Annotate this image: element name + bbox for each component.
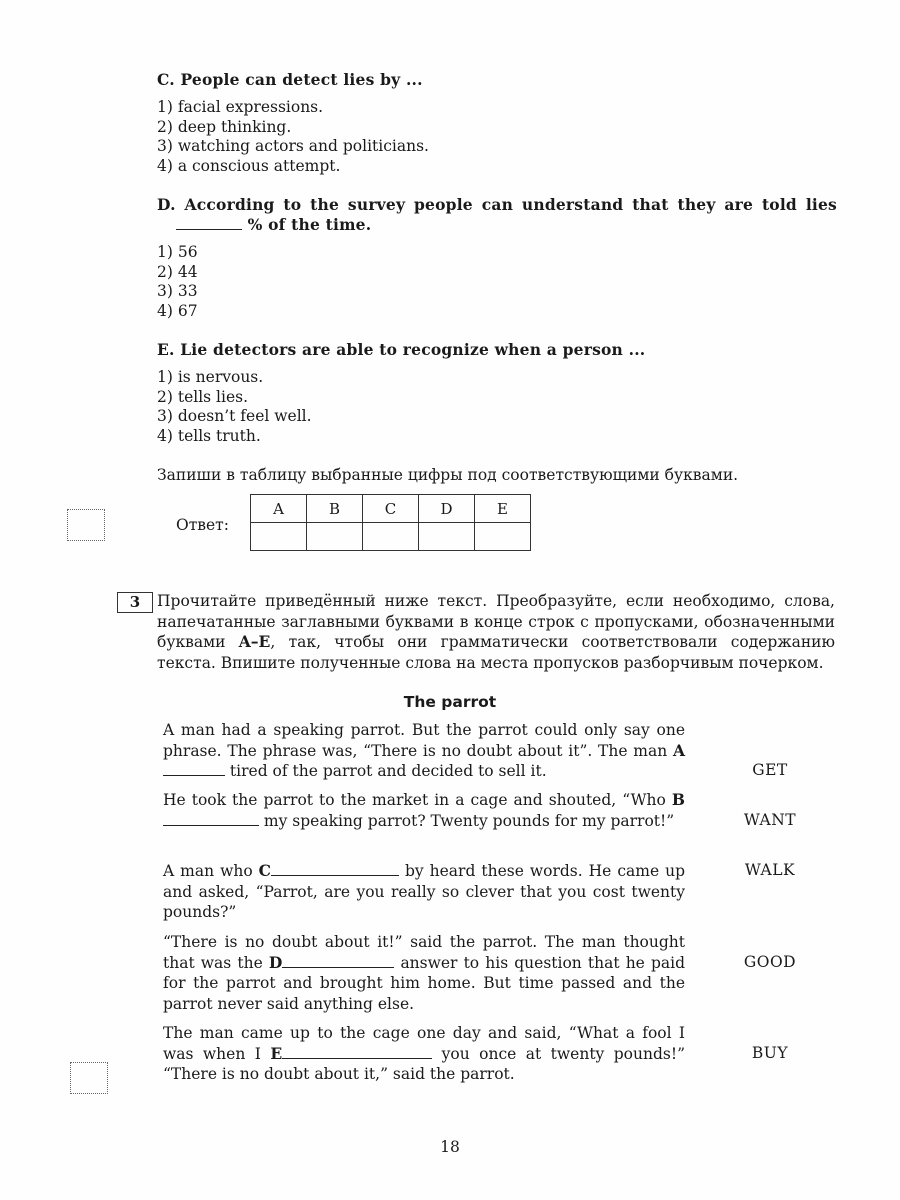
question-e <box>157 340 837 446</box>
option: 4) a conscious attempt. <box>157 156 341 175</box>
task-instruction-part2: , так, чтобы они грамматически соответствовали содержанию текста. Впишите полученные слова на места пропусков разборчивым почерком. <box>157 633 836 672</box>
question-e-options <box>157 368 837 446</box>
gap-letter: B <box>671 790 685 809</box>
paragraph-text: you once at twenty pounds!” “There is no doubt about it,” said the parrot. <box>163 1044 685 1083</box>
question-d <box>157 195 837 321</box>
answer-table <box>250 494 531 551</box>
option: 3) 33 <box>157 282 198 300</box>
gap-letter: C <box>258 861 271 880</box>
gap-blank-d[interactable] <box>282 967 394 968</box>
paragraph-text: answer to his question that he paid for the parrot and brought him home. But time passed and the parrot never said anything else. <box>163 953 686 1013</box>
story-paragraph <box>163 720 685 782</box>
answer-cell-b[interactable] <box>307 523 363 551</box>
paragraph-text: The man came up to the cage one day and said, “What a fool I was when I <box>163 1024 685 1063</box>
paragraph-text: by heard these words. He came up and asked, “Parrot, are you really so clever that you cost twenty pounds?” <box>163 862 686 921</box>
paragraph-text: “There is no doubt about it!” said the parrot. The man thought that was the <box>163 933 685 972</box>
gap-letter: E <box>270 1043 283 1063</box>
option: 3) watching actors and politicians. <box>157 137 429 155</box>
keyword: WANT <box>743 811 797 829</box>
keyword: BUY <box>751 1044 789 1062</box>
task-instruction-letters: A–E <box>238 632 271 651</box>
percent-blank <box>176 229 242 230</box>
page-number: 18 <box>440 1138 460 1156</box>
question-c-options <box>157 98 837 176</box>
paragraph-text: He took the parrot to the market in a cage and shouted, “Who <box>163 791 672 809</box>
keyword: WALK <box>744 861 796 879</box>
story-paragraph <box>163 861 685 923</box>
paragraph-text: A man had a speaking parrot. But the parrot could only say one phrase. The phrase was, “There is no doubt about it”. The man <box>163 721 685 760</box>
task-instruction-part1: Прочитайте приведённый ниже текст. Преобразуйте, если необходимо, слова, напечатанные заглавными буквами в конце строк с пропусками, обозначенными буквами <box>157 592 835 651</box>
question-d-title-line2-row <box>157 215 837 235</box>
task-instruction <box>157 591 835 673</box>
answer-cell-a[interactable] <box>251 523 307 551</box>
question-c-title: C. People can detect lies by ... <box>157 70 423 89</box>
gap-letter: D <box>268 952 283 972</box>
story-paragraph <box>163 1023 685 1085</box>
paragraph-text: A man who <box>163 862 259 880</box>
option: 4) tells truth. <box>157 426 261 445</box>
answer-table-inputs <box>251 523 531 551</box>
paragraph-text: tired of the parrot and decided to sell it. <box>225 762 547 780</box>
answer-cell-d[interactable] <box>419 523 475 551</box>
gap-blank-b[interactable] <box>163 825 259 826</box>
option: 2) tells lies. <box>157 387 249 406</box>
task-number: 3 <box>117 592 153 613</box>
answer-table-header <box>251 495 531 523</box>
gap-blank-c[interactable] <box>271 875 399 876</box>
gap-blank-a[interactable] <box>163 775 225 776</box>
keyword: GET <box>752 761 788 779</box>
instruction: Запиши в таблицу выбранные цифры под соответствующими буквами. <box>157 466 739 484</box>
answer-label: Ответ: <box>176 516 229 534</box>
answer-cell-c[interactable] <box>363 523 419 551</box>
story-paragraph <box>163 790 685 831</box>
answer-cell-e[interactable] <box>475 523 531 551</box>
option: 4) 67 <box>157 301 198 320</box>
story-title: The parrot <box>403 693 497 711</box>
question-d-options <box>157 243 837 321</box>
question-e-title: E. Lie detectors are able to recognize when a person ... <box>157 340 646 359</box>
option: 1) is nervous. <box>157 368 264 386</box>
question-c <box>157 70 837 176</box>
keyword: GOOD <box>743 953 797 971</box>
question-d-title <box>157 195 837 235</box>
option: 2) 44 <box>157 262 198 281</box>
answer-letter: A <box>251 495 307 523</box>
gap-letter: A <box>672 740 685 760</box>
story-paragraph <box>163 932 685 1014</box>
gap-blank-e[interactable] <box>282 1058 432 1059</box>
answer-letter: C <box>363 495 419 523</box>
score-box[interactable] <box>67 509 105 541</box>
question-d-title-line2: % of the time. <box>247 215 372 234</box>
option: 1) facial expressions. <box>157 98 324 116</box>
option: 3) doesn’t feel well. <box>157 407 312 425</box>
option: 1) 56 <box>157 243 198 261</box>
answer-letter: D <box>419 495 475 523</box>
score-box[interactable] <box>70 1062 108 1094</box>
answer-letter: B <box>307 495 363 523</box>
question-d-title-line1: D. According to the survey people can understand that they are told lies <box>157 195 837 214</box>
answer-letter: E <box>475 495 531 523</box>
option: 2) deep thinking. <box>157 117 292 136</box>
paragraph-text: my speaking parrot? Twenty pounds for my parrot!” <box>259 811 675 830</box>
